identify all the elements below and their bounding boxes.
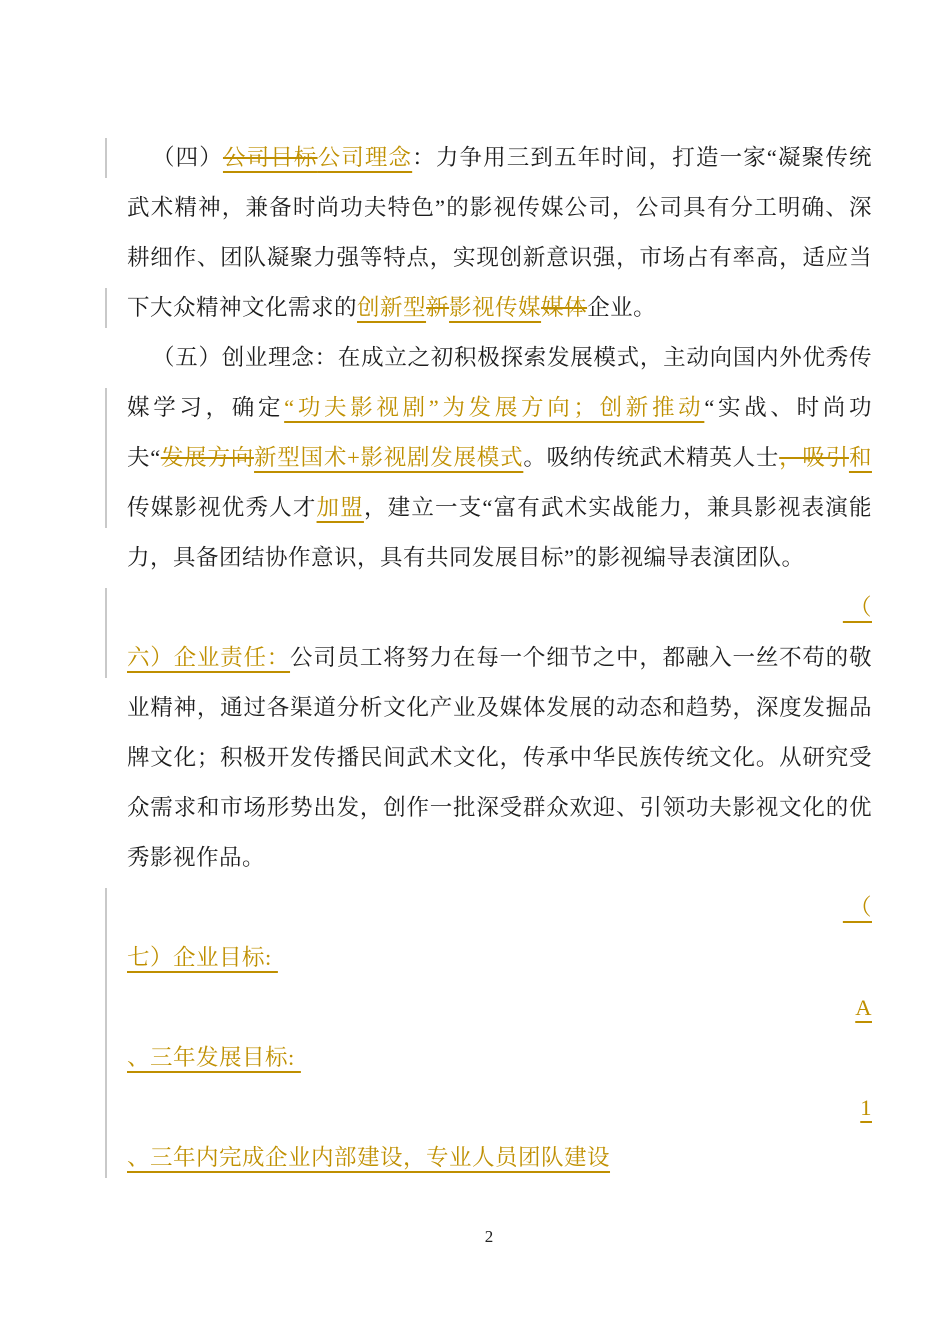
inserted-text-run: A bbox=[855, 995, 872, 1020]
inserted-text-run: 公司理念 bbox=[317, 145, 413, 170]
text-line bbox=[127, 883, 872, 933]
deleted-text-run: 媒体 bbox=[541, 295, 588, 320]
text-line bbox=[127, 133, 872, 183]
inserted-text-run: 和 bbox=[848, 445, 872, 470]
text-line bbox=[127, 783, 872, 833]
text-run: ，建立一支“富有武术实战能力，兼具影视表演能 bbox=[363, 495, 872, 520]
text-line bbox=[127, 983, 872, 1033]
text-line bbox=[127, 1033, 872, 1083]
change-bar bbox=[105, 388, 107, 528]
text-run: 武术精神，兼备时尚功夫特色”的影视传媒公司，公司具有分工明确、深 bbox=[127, 195, 872, 220]
text-run: ：力争用三到五年时间，打造一家“凝聚传统 bbox=[412, 145, 872, 170]
text-line bbox=[127, 1083, 872, 1133]
deleted-text-run: 新 bbox=[426, 295, 450, 320]
text-line bbox=[127, 233, 872, 283]
text-line bbox=[127, 933, 872, 983]
text-line bbox=[127, 333, 872, 383]
text-line bbox=[127, 733, 872, 783]
text-run: 业精神，通过各渠道分析文化产业及媒体发展的动态和趋势，深度发掘品 bbox=[127, 695, 872, 720]
page-number bbox=[14, 1222, 950, 1252]
inserted-text-run: （ bbox=[842, 895, 872, 920]
inserted-text-run: 影视传媒 bbox=[449, 295, 542, 320]
page-number-value: 2 bbox=[484, 1227, 494, 1246]
inserted-text-run: 、三年内完成企业内部建设，专业人员团队建设 bbox=[127, 1145, 611, 1170]
text-line bbox=[127, 583, 872, 633]
change-bar bbox=[105, 138, 107, 178]
text-line bbox=[127, 683, 872, 733]
text-run: 媒学习，确定 bbox=[127, 395, 285, 420]
inserted-text-run: 六）企业责任： bbox=[127, 645, 291, 670]
text-run: 牌文化；积极开发传播民间武术文化，传承中华民族传统文化。从研究受 bbox=[127, 745, 872, 770]
inserted-text-run: “功夫影视剧”为发展方向；创新推动 bbox=[284, 395, 705, 420]
replaced-text-run: 公司目标 bbox=[222, 145, 318, 170]
text-line bbox=[127, 183, 872, 233]
text-run: （五）创业理念：在成立之初积极探索发展模式，主动向国内外优秀传 bbox=[152, 345, 872, 370]
change-bar bbox=[105, 888, 107, 1178]
text-run: （四） bbox=[152, 145, 223, 170]
text-line bbox=[127, 533, 872, 583]
text-run: 企业。 bbox=[587, 295, 657, 320]
text-run: 传媒影视优秀人才 bbox=[127, 495, 317, 520]
text-run: 公司员工将努力在每一个细节之中，都融入一丝不苟的敬 bbox=[290, 645, 872, 670]
change-bar bbox=[105, 588, 107, 678]
text-run: “实战、时尚功 bbox=[704, 395, 872, 420]
text-run: 。吸纳传统武术精英人士 bbox=[523, 445, 780, 470]
text-run: 力，具备团结协作意识，具有共同发展目标”的影视编导表演团队。 bbox=[127, 545, 805, 570]
text-run: 众需求和市场形势出发，创作一批深受群众欢迎、引领功夫影视文化的优 bbox=[127, 795, 872, 820]
inserted-text-run: 1 bbox=[860, 1095, 872, 1120]
inserted-text-run: 加盟 bbox=[316, 495, 364, 520]
inserted-text-run: 、三年发展目标: bbox=[127, 1045, 301, 1070]
inserted-text-run: 七）企业目标: bbox=[127, 945, 278, 970]
text-line bbox=[127, 833, 872, 883]
text-line bbox=[127, 383, 872, 433]
text-line bbox=[127, 1133, 872, 1183]
change-bar bbox=[105, 288, 107, 328]
text-run: 秀影视作品。 bbox=[127, 845, 266, 870]
inserted-text-run: 创新型 bbox=[357, 295, 427, 320]
text-run: 夫“ bbox=[127, 445, 161, 470]
document-body bbox=[127, 133, 872, 1183]
deleted-text-run: ，吸引 bbox=[779, 445, 849, 470]
inserted-text-run: 新型国术+影视剧发展模式 bbox=[254, 445, 524, 470]
text-run: 下大众精神文化需求的 bbox=[127, 295, 358, 320]
text-line bbox=[127, 483, 872, 533]
text-run: 耕细作、团队凝聚力强等特点，实现创新意识强，市场占有率高，适应当 bbox=[127, 245, 872, 270]
text-line bbox=[127, 433, 872, 483]
text-line bbox=[127, 283, 872, 333]
deleted-text-run: 发展方向 bbox=[160, 445, 255, 470]
inserted-text-run: （ bbox=[842, 595, 872, 620]
text-line bbox=[127, 633, 872, 683]
